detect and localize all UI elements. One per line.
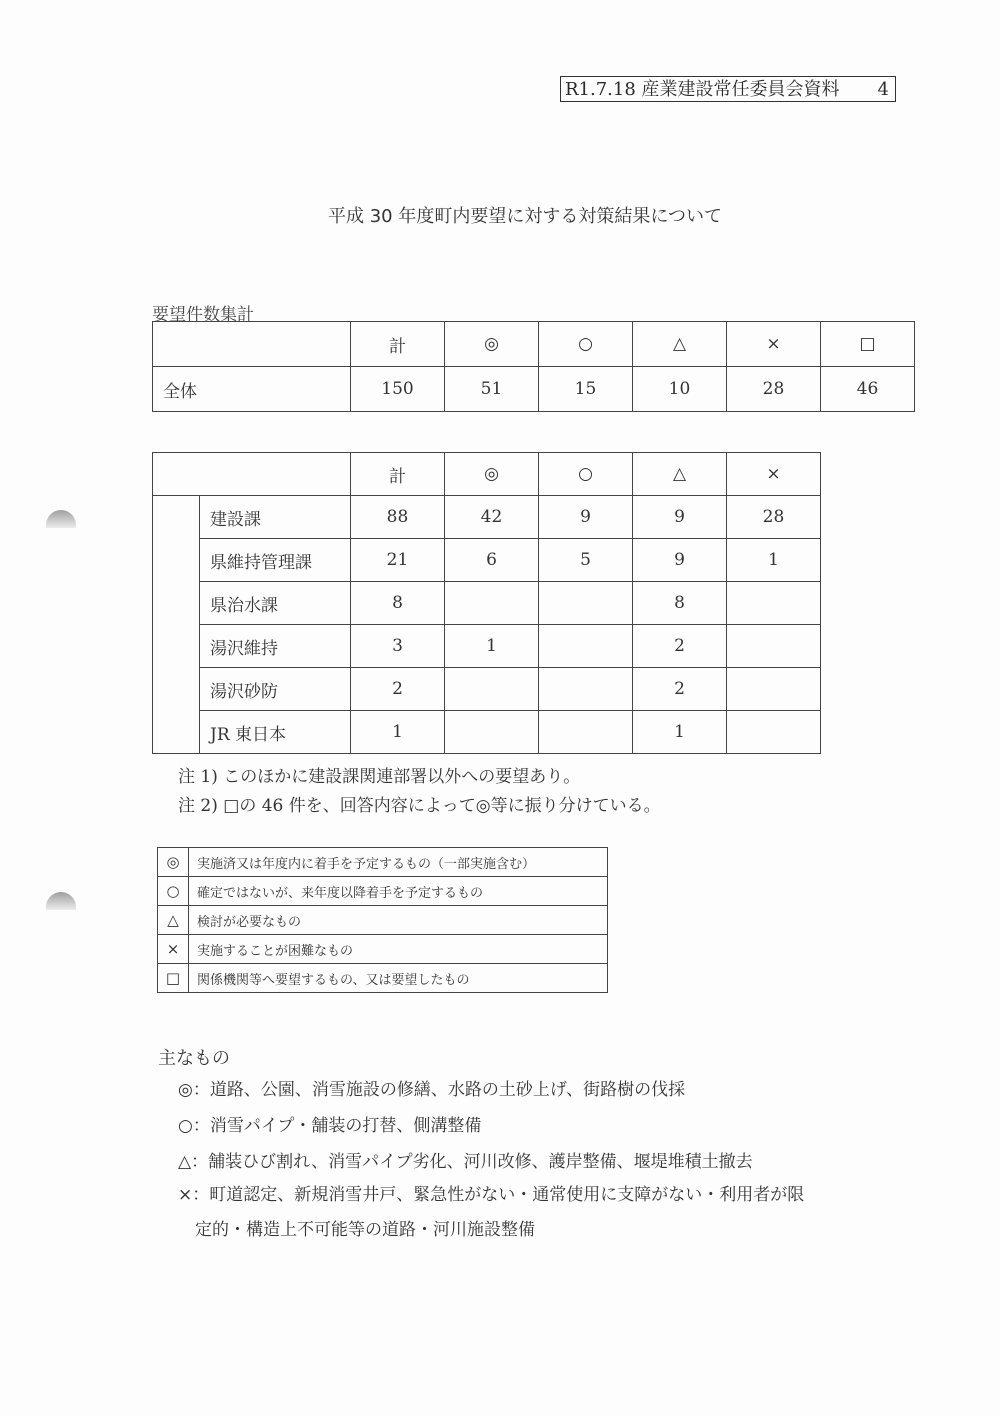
dept-label: 湯沢砂防 [200, 668, 351, 711]
cell [727, 668, 821, 711]
header-cell: □ [821, 322, 915, 367]
cell [539, 582, 633, 625]
table-row [153, 496, 821, 539]
summary-table [152, 321, 915, 412]
cell [445, 711, 539, 754]
cell: 2 [633, 625, 727, 668]
header-cell [153, 322, 351, 367]
header-cell: × [727, 322, 821, 367]
cell: 88 [351, 496, 445, 539]
main-item: ×：町道認定、新規消雪井戸、緊急性がない・通常使用に支障がない・利用者が限 [178, 1185, 805, 1205]
main-item: △：舗装ひび割れ、消雪パイプ劣化、河川改修、護岸整備、堰堤堆積土撤去 [178, 1152, 753, 1172]
dept-label: 県維持管理課 [200, 539, 351, 582]
cell [539, 668, 633, 711]
cell: 42 [445, 496, 539, 539]
punch-hole-mark [46, 510, 76, 528]
cell: 150 [351, 367, 445, 412]
cell [445, 582, 539, 625]
table-row [153, 367, 915, 412]
header-cell: ○ [539, 322, 633, 367]
header-cell: △ [633, 322, 727, 367]
legend-row [158, 964, 608, 993]
dept-label: 湯沢維持 [200, 625, 351, 668]
cell: 15 [539, 367, 633, 412]
cell: 3 [351, 625, 445, 668]
triangle-icon: △ [158, 906, 189, 935]
circle-icon: ○ [158, 877, 189, 906]
legend-row [158, 877, 608, 906]
page-title: 平成 30 年度町内要望に対する対策結果について [328, 206, 722, 227]
dept-label: 建設課 [200, 496, 351, 539]
row-label: 全体 [153, 367, 351, 412]
dept-label: 県治水課 [200, 582, 351, 625]
table-row [153, 668, 821, 711]
table-header-row [153, 322, 915, 367]
cell: 8 [633, 582, 727, 625]
main-item: 定的・構造上不可能等の道路・河川施設整備 [178, 1220, 535, 1240]
cell [445, 668, 539, 711]
table-row [153, 711, 821, 754]
cell: 9 [633, 539, 727, 582]
cell: 28 [727, 367, 821, 412]
cell [727, 625, 821, 668]
cell [727, 711, 821, 754]
cell: 8 [351, 582, 445, 625]
cell: 9 [539, 496, 633, 539]
header-cell [153, 453, 351, 496]
header-cell: ○ [539, 453, 633, 496]
cell: 1 [727, 539, 821, 582]
legend-text: 実施することが困難なもの [189, 935, 608, 964]
legend-text: 検討が必要なもの [189, 906, 608, 935]
legend-text: 実施済又は年度内に着手を予定するもの（一部実施含む） [189, 848, 608, 877]
cell: 1 [351, 711, 445, 754]
cell: 2 [351, 668, 445, 711]
cell: 9 [633, 496, 727, 539]
header-cell: × [727, 453, 821, 496]
cell: 10 [633, 367, 727, 412]
note-2: 注 2) □の 46 件を、回答内容によって◎等に振り分けている。 [178, 796, 661, 816]
header-cell: ◎ [445, 322, 539, 367]
table-row [153, 582, 821, 625]
legend-text: 確定ではないが、来年度以降着手を予定するもの [189, 877, 608, 906]
document-reference: R1.7.18 産業建設常任委員会資料 [565, 79, 840, 100]
page-number: 4 [877, 79, 889, 100]
table-row [153, 625, 821, 668]
main-item: ○：消雪パイプ・舗装の打替、側溝整備 [178, 1116, 482, 1136]
cell: 5 [539, 539, 633, 582]
cell: 46 [821, 367, 915, 412]
header-cell: ◎ [445, 453, 539, 496]
legend-row [158, 935, 608, 964]
cell [727, 582, 821, 625]
cell [539, 711, 633, 754]
table-header-row [153, 453, 821, 496]
table-row [153, 539, 821, 582]
cell: 21 [351, 539, 445, 582]
cell: 28 [727, 496, 821, 539]
cell: 51 [445, 367, 539, 412]
cross-icon: × [158, 935, 189, 964]
legend-table [157, 847, 608, 993]
main-item: ◎：道路、公園、消雪施設の修繕、水路の土砂上げ、街路樹の伐採 [178, 1080, 686, 1100]
note-1: 注 1) このほかに建設課関連部署以外への要望あり。 [178, 767, 581, 787]
summary-label: 要望件数集計 [152, 305, 254, 325]
document-reference-box [560, 76, 896, 102]
main-items-heading: 主なもの [158, 1048, 230, 1069]
cell: 6 [445, 539, 539, 582]
cell [539, 625, 633, 668]
cell: 1 [633, 711, 727, 754]
header-cell: △ [633, 453, 727, 496]
legend-row [158, 848, 608, 877]
square-icon: □ [158, 964, 189, 993]
dept-label: JR 東日本 [200, 711, 351, 754]
cell: 1 [445, 625, 539, 668]
cell: 2 [633, 668, 727, 711]
group-cell [153, 496, 200, 754]
punch-hole-mark [46, 892, 76, 910]
department-breakdown-table [152, 452, 821, 754]
header-cell: 計 [351, 322, 445, 367]
legend-text: 関係機関等へ要望するもの、又は要望したもの [189, 964, 608, 993]
header-cell: 計 [351, 453, 445, 496]
legend-row [158, 906, 608, 935]
double-circle-icon: ◎ [158, 848, 189, 877]
